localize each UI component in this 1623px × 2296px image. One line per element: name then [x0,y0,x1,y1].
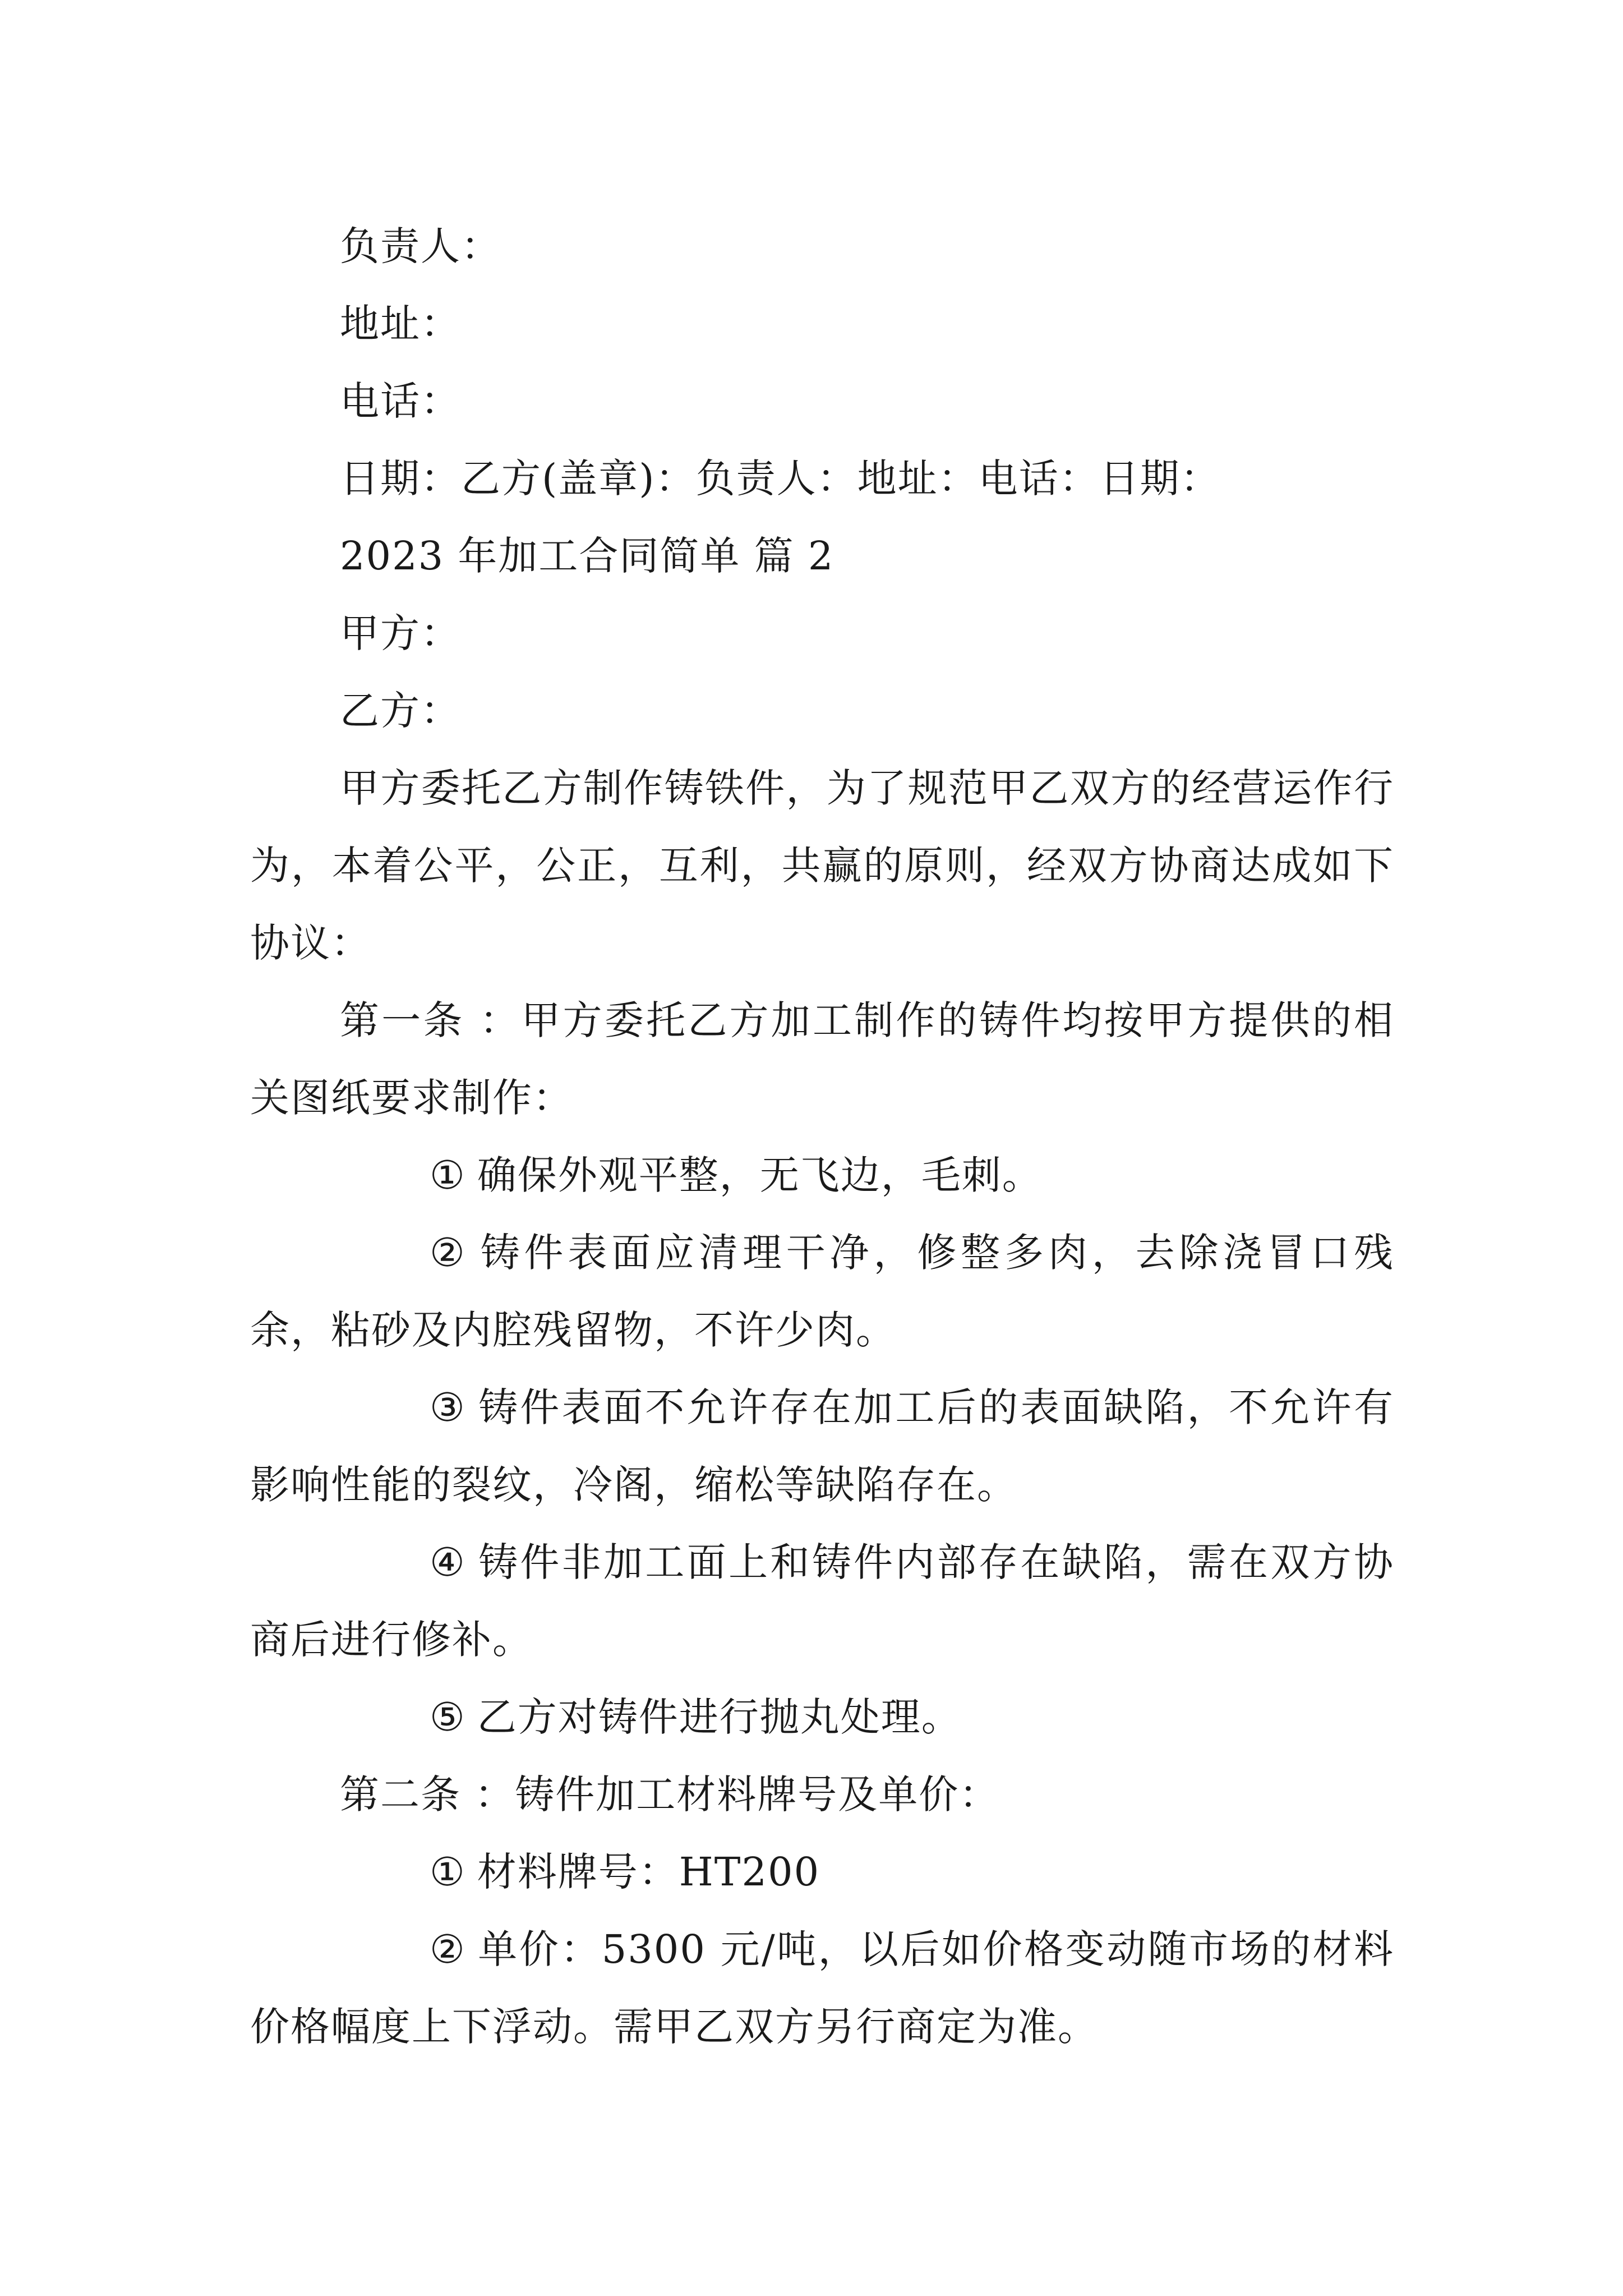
intro-paragraph: 甲方委托乙方制作铸铁件，为了规范甲乙双方的经营运作行为，本着公平，公正，互利，共赢的原则，经双方协商达成如下协议： [250,765,1394,966]
article-1-item-5 [250,1678,1394,1756]
article-2-heading: 第二条 ：铸件加工材料牌号及单价： [340,1772,1000,1818]
item-number: ① [430,1152,466,1198]
article-2-item-1 [250,1833,1394,1911]
article-2-item-2 [250,1911,1394,2065]
article-1-item-4 [250,1524,1394,1678]
item-text: 确保外观平整，无飞边，毛刺。 [477,1152,1043,1198]
article-1-heading: 第一条 ：甲方委托乙方加工制作的铸件均按甲方提供的相关图纸要求制作： [250,997,1394,1121]
item-text: 乙方对铸件进行抛丸处理。 [477,1694,962,1740]
section-title: 2023 年加工合同简单 篇 2 [340,533,834,579]
article-1-item-3 [250,1369,1394,1524]
item-text: 铸件非加工面上和铸件内部存在缺陷，需在双方协商后进行修补。 [250,1539,1394,1663]
address-label: 地址： [340,301,461,347]
party-b-label: 乙方： [340,688,461,734]
article-1-item-2 [250,1214,1394,1369]
party-a-label: 甲方： [340,610,461,656]
item-number: ① [430,1849,466,1895]
item-text: 材料牌号：HT200 [477,1849,820,1895]
item-text: 铸件表面应清理干净，修整多肉，去除浇冒口残余，粘砂及内腔残留物，不许少肉。 [250,1230,1394,1353]
document-body [250,208,1394,2065]
item-number: ⑤ [430,1694,466,1740]
item-text: 单价：5300 元/吨，以后如价格变动随市场的材料价格幅度上下浮动。需甲乙双方另行商定为准。 [250,1926,1394,2050]
item-number: ② [430,1230,466,1276]
phone-label: 电话： [340,378,461,424]
item-text: 铸件表面不允许存在加工后的表面缺陷，不允许有影响性能的裂纹，冷阁，缩松等缺陷存在。 [250,1384,1394,1508]
article-1-item-1 [250,1137,1394,1214]
responsible-person-label: 负责人： [340,223,501,269]
item-number: ④ [430,1539,466,1585]
item-number: ③ [430,1384,466,1430]
date-signature-line: 日期：乙方(盖章)：负责人：地址：电话：日期： [340,455,1221,501]
item-number: ② [430,1926,466,1972]
